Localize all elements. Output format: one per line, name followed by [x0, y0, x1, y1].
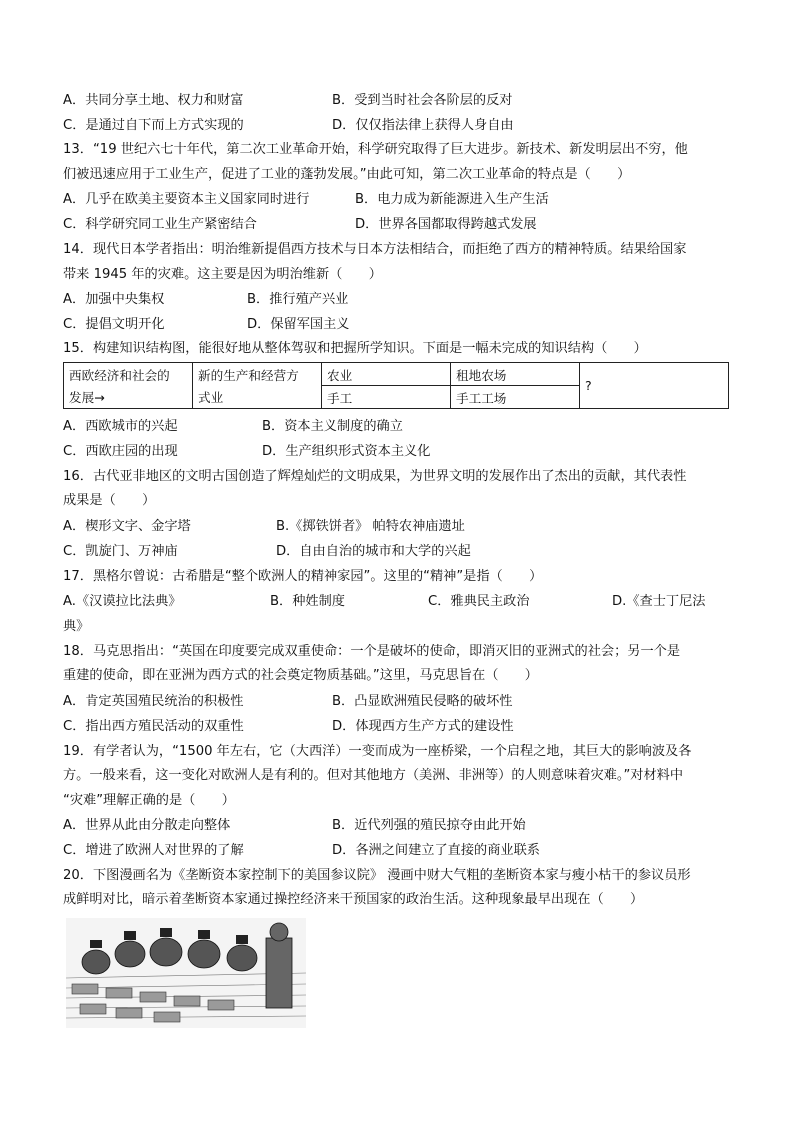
q18-option-b: B．凸显欧洲殖民侵略的破坏性 — [332, 694, 513, 709]
q16-option-c: C．凯旋门、万神庙 — [63, 544, 178, 559]
q17-option-d-cont: 典》 — [63, 619, 90, 634]
q19-stem-line2: 方。一般来看，这一变化对欧洲人是有利的。但对其他地方（美洲、非洲等）的人则意味着灾难。”对材料中 — [63, 768, 684, 783]
table-cell-c3a: 农业 — [322, 363, 451, 386]
q16-option-d: D．自由自治的城市和大学的兴起 — [276, 544, 471, 559]
q13-option-b: B．电力成为新能源进入生产生活 — [355, 192, 549, 207]
q20-stem-line2: 成鲜明对比，暗示着垄断资本家通过操控经济来干预国家的政治生活。这种现象最早出现在（ ） — [63, 892, 644, 907]
q16-option-b: B.《掷铁饼者》 帕特农神庙遗址 — [276, 519, 465, 534]
table-cell-c4b: 手工工场 — [451, 386, 580, 409]
q14-option-d: D．保留军国主义 — [247, 317, 350, 332]
q17-option-c: C．雅典民主政治 — [428, 594, 530, 609]
table-cell-c1b: 发展→ — [64, 386, 193, 409]
q14-option-c: C．提倡文明开化 — [63, 317, 165, 332]
q12-option-c: C．是通过自下而上方式实现的 — [63, 118, 244, 133]
q14-option-b: B．推行殖产兴业 — [247, 292, 349, 307]
q15-stem-line1: 15．构建知识结构图，能很好地从整体驾驭和把握所学知识。下面是一幅未完成的知识结构（ ） — [63, 341, 647, 356]
q19-stem-line3: “灾难”理解正确的是（ ） — [63, 793, 235, 808]
table-cell-c2b: 式业 — [193, 386, 322, 409]
q18-stem-line1: 18．马克思指出：“英国在印度要完成双重使命：一个是破坏的使命，即消灭旧的亚洲式的社会；另一个是 — [63, 644, 681, 659]
q13-stem-line1: 13．“19 世纪六七十年代，第二次工业革命开始，科学研究取得了巨大进步。新技术、新发明层出不穷，他 — [63, 142, 688, 157]
q13-option-a: A．几乎在欧美主要资本主义国家同时进行 — [63, 192, 310, 207]
senate-cartoon-image — [66, 918, 306, 1028]
q15-option-a: A．西欧城市的兴起 — [63, 419, 178, 434]
q19-option-c: C．增进了欧洲人对世界的了解 — [63, 843, 244, 858]
q18-option-a: A．肯定英国殖民统治的积极性 — [63, 694, 244, 709]
q12-option-d: D．仅仅指法律上获得人身自由 — [332, 118, 514, 133]
q15-option-c: C．西欧庄园的出现 — [63, 444, 178, 459]
q15-option-b: B．资本主义制度的确立 — [262, 419, 403, 434]
q15-option-d: D．生产组织形式资本主义化 — [262, 444, 431, 459]
table-cell-unknown: ? — [580, 363, 729, 409]
q19-stem-line1: 19．有学者认为，“1500 年左右，它（大西洋）一变而成为一座桥梁，一个启程之地，其巨大的影响波及各 — [63, 744, 692, 759]
table-cell-c2a: 新的生产和经营方 — [193, 363, 322, 386]
q14-stem-line1: 14．现代日本学者指出：明治维新提倡西方技术与日本方法相结合，而拒绝了西方的精神特质。结果给国家 — [63, 242, 687, 257]
q16-stem-line1: 16．古代亚非地区的文明古国创造了辉煌灿烂的文明成果，为世界文明的发展作出了杰出的贡献，其代表性 — [63, 469, 687, 484]
table-cell-c1a: 西欧经济和社会的 — [64, 363, 193, 386]
q19-option-b: B．近代列强的殖民掠夺由此开始 — [332, 818, 526, 833]
q16-option-a: A．楔形文字、金字塔 — [63, 519, 191, 534]
q18-option-d: D．体现西方生产方式的建设性 — [332, 719, 514, 734]
q12-option-a: A．共同分享土地、权力和财富 — [63, 93, 244, 108]
q14-stem-line2: 带来 1945 年的灾难。这主要是因为明治维新（ ） — [63, 267, 382, 282]
q13-stem-line2: 们被迅速应用于工业生产，促进了工业的蓬勃发展。”由此可知，第二次工业革命的特点是（ ） — [63, 167, 631, 182]
q14-option-a: A．加强中央集权 — [63, 292, 165, 307]
q17-option-b: B．种姓制度 — [270, 594, 345, 609]
q18-option-c: C．指出西方殖民活动的双重性 — [63, 719, 244, 734]
q17-option-a: A.《汉谟拉比法典》 — [63, 594, 182, 609]
q16-stem-line2: 成果是（ ） — [63, 493, 156, 508]
knowledge-structure-table — [63, 362, 729, 409]
q17-option-d: D.《查士丁尼法 — [612, 594, 706, 609]
q17-stem-line1: 17．黑格尔曾说：古希腊是“整个欧洲人的精神家园”。这里的“精神”是指（ ） — [63, 569, 543, 584]
q13-option-c: C．科学研究同工业生产紧密结合 — [63, 217, 257, 232]
q19-option-a: A．世界从此由分散走向整体 — [63, 818, 231, 833]
table-cell-c4a: 租地农场 — [451, 363, 580, 386]
q19-option-d: D．各洲之间建立了直接的商业联系 — [332, 843, 540, 858]
q12-option-b: B．受到当时社会各阶层的反对 — [332, 93, 513, 108]
q20-stem-line1: 20．下图漫画名为《垄断资本家控制下的美国参议院》 漫画中财大气粗的垄断资本家与瘦小枯干的参议员形 — [63, 868, 691, 883]
table-cell-c3b: 手工 — [322, 386, 451, 409]
q18-stem-line2: 重建的使命，即在亚洲为西方式的社会奠定物质基础。”这里，马克思旨在（ ） — [63, 668, 538, 683]
q13-option-d: D．世界各国都取得跨越式发展 — [355, 217, 537, 232]
